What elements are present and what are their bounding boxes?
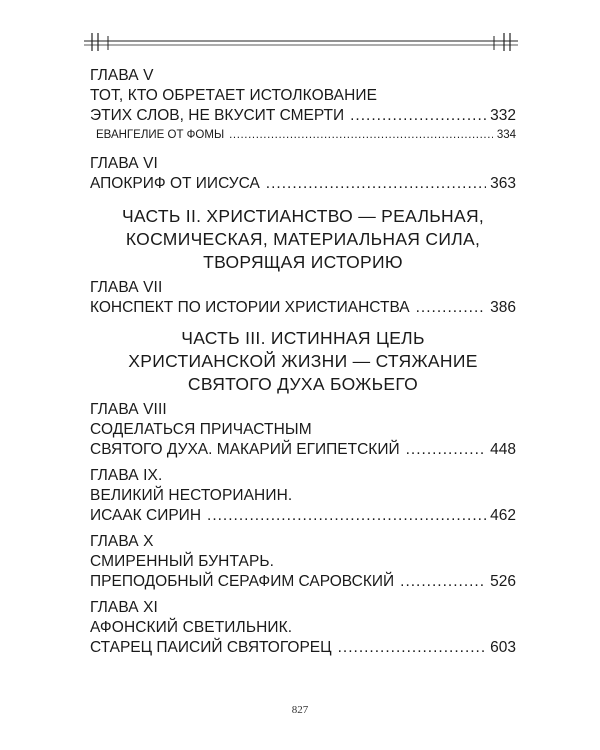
part-heading-line: СВЯТОГО ДУХА БОЖЬЕГО bbox=[187, 374, 419, 394]
toc-entry-chapter-10 bbox=[90, 532, 516, 592]
page-number: 334 bbox=[496, 129, 516, 141]
part-heading-line: ТВОРЯЩАЯ ИСТОРИЮ bbox=[203, 252, 403, 272]
chapter-heading: ГЛАВА VIII bbox=[90, 401, 167, 418]
chapter-title-line: ВЕЛИКИЙ НЕСТОРИАНИН. bbox=[90, 487, 293, 504]
page-number: 603 bbox=[490, 639, 516, 656]
dot-leader bbox=[207, 506, 486, 526]
part-heading-line: ЧАСТЬ II. ХРИСТИАНСТВО — РЕАЛЬНАЯ, bbox=[121, 206, 485, 226]
chapter-title-line: КОНСПЕКТ ПО ИСТОРИИ ХРИСТИАНСТВА bbox=[90, 299, 410, 316]
chapter-title-line: СОДЕЛАТЬСЯ ПРИЧАСТНЫМ bbox=[90, 421, 312, 438]
dot-leader bbox=[406, 440, 487, 460]
toc-entry-chapter-6 bbox=[90, 154, 516, 194]
chapter-heading: ГЛАВА XI bbox=[90, 599, 158, 616]
chapter-title-line: СТАРЕЦ ПАИСИЙ СВЯТОГОРЕЦ bbox=[90, 639, 332, 656]
chapter-heading: ГЛАВА VII bbox=[90, 279, 163, 296]
chapter-title-line: АПОКРИФ ОТ ИИСУСА bbox=[90, 175, 260, 192]
page-folio-number: 827 bbox=[291, 704, 309, 716]
page-number: 462 bbox=[490, 507, 516, 524]
header-ornament-rule bbox=[84, 30, 518, 52]
part-heading-2 bbox=[90, 205, 516, 274]
toc-entry-chapter-7 bbox=[90, 278, 516, 318]
page-number: 448 bbox=[490, 441, 516, 458]
chapter-title-line: ЭТИХ СЛОВ, НЕ ВКУСИТ СМЕРТИ bbox=[90, 107, 345, 124]
chapter-heading: ГЛАВА VI bbox=[90, 155, 158, 172]
chapter-title-entry bbox=[90, 298, 516, 318]
chapter-title-entry bbox=[90, 440, 516, 460]
dot-leader bbox=[350, 106, 486, 126]
page-number: 386 bbox=[490, 299, 516, 316]
dot-leader bbox=[416, 298, 487, 318]
chapter-title-line: ТОТ, КТО ОБРЕТАЕТ ИСТОЛКОВАНИЕ bbox=[90, 87, 378, 104]
dot-leader bbox=[338, 638, 487, 658]
chapter-heading: ГЛАВА X bbox=[90, 533, 154, 550]
subsection-title: ЕВАНГЕЛИЕ ОТ ФОМЫ bbox=[96, 129, 225, 141]
chapter-title-entry bbox=[90, 506, 516, 526]
part-heading-line: ХРИСТИАНСКОЙ ЖИЗНИ — СТЯЖАНИЕ bbox=[128, 351, 478, 371]
chapter-title-line: АФОНСКИЙ СВЕТИЛЬНИК. bbox=[90, 619, 293, 636]
toc-entry-chapter-9 bbox=[90, 466, 516, 526]
part-heading-line: ЧАСТЬ III. ИСТИННАЯ ЦЕЛЬ bbox=[181, 328, 425, 348]
chapter-title-entry bbox=[90, 174, 516, 194]
chapter-heading: ГЛАВА V bbox=[90, 67, 154, 84]
part-heading-3 bbox=[90, 327, 516, 396]
chapter-title-line: ИСААК СИРИН bbox=[90, 507, 202, 524]
subsection-entry bbox=[90, 126, 516, 144]
chapter-title-entry bbox=[90, 106, 516, 126]
page-number: 332 bbox=[490, 107, 516, 124]
chapter-title-line: СВЯТОГО ДУХА. МАКАРИЙ ЕГИПЕТСКИЙ bbox=[90, 441, 400, 458]
chapter-title-line: СМИРЕННЫЙ БУНТАРЬ. bbox=[90, 553, 275, 570]
part-heading-line: КОСМИЧЕСКАЯ, МАТЕРИАЛЬНАЯ СИЛА, bbox=[125, 229, 481, 249]
chapter-title-entry bbox=[90, 572, 516, 592]
dot-leader bbox=[266, 174, 486, 194]
dot-leader bbox=[229, 126, 493, 144]
toc-entry-chapter-11 bbox=[90, 598, 516, 658]
toc-entry-chapter-8 bbox=[90, 400, 516, 460]
chapter-title-line: ПРЕПОДОБНЫЙ СЕРАФИМ САРОВСКИЙ bbox=[90, 573, 395, 590]
chapter-heading: ГЛАВА IX. bbox=[90, 467, 163, 484]
dot-leader bbox=[400, 572, 486, 592]
toc-entry-chapter-5 bbox=[90, 66, 516, 144]
page-number: 363 bbox=[490, 175, 516, 192]
page-number: 526 bbox=[490, 573, 516, 590]
chapter-title-entry bbox=[90, 638, 516, 658]
